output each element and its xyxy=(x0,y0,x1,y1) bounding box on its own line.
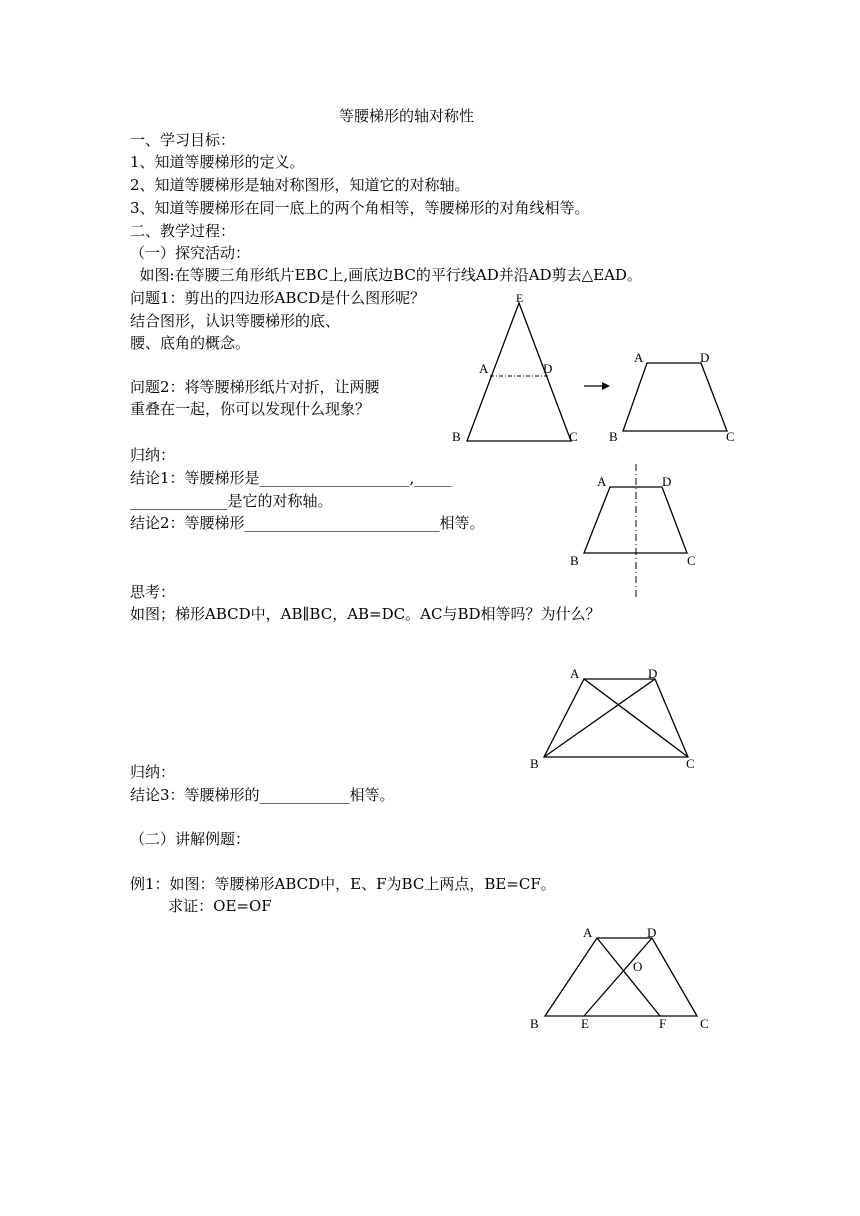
figure-triangle-cut xyxy=(440,290,750,450)
section-heading-goals: 一、学习目标： xyxy=(130,131,236,149)
label-a: A xyxy=(597,474,607,489)
goal-1: 1、知道等腰梯形的定义。 xyxy=(130,153,305,171)
label-d: D xyxy=(662,474,672,489)
trapezoid-abcd xyxy=(544,679,688,757)
label-o: O xyxy=(633,959,643,974)
conclusion-3: 结论3：等腰梯形的____________相等。 xyxy=(130,786,395,804)
label-a: A xyxy=(634,350,644,365)
figure-trapezoid-axis xyxy=(560,460,710,605)
trapezoid-abcd xyxy=(545,938,697,1016)
question-1: 问题1：剪出的四边形ABCD是什么图形呢？ xyxy=(130,289,426,307)
segment-af xyxy=(597,938,660,1016)
label-b: B xyxy=(609,429,618,444)
label-b: B xyxy=(452,429,461,444)
question-2-b: 重叠在一起，你可以发现什么现象？ xyxy=(130,400,371,418)
label-c: C xyxy=(569,429,578,444)
label-c: C xyxy=(686,756,695,771)
label-c: C xyxy=(700,1016,709,1031)
label-c: C xyxy=(687,553,696,568)
label-f: F xyxy=(659,1016,667,1031)
label-a: A xyxy=(479,361,489,376)
goal-3: 3、知道等腰梯形在同一底上的两个角相等，等腰梯形的对角线相等。 xyxy=(130,199,590,217)
explore-intro: 如图:在等腰三角形纸片EBC上,画底边BC的平行线AD并沿AD剪去△EAD。 xyxy=(130,266,642,284)
label-b: B xyxy=(530,756,539,771)
label-e: E xyxy=(516,291,524,305)
section-heading-process: 二、教学过程： xyxy=(130,222,236,240)
label-a: A xyxy=(570,666,580,681)
label-d: D xyxy=(647,925,657,940)
label-a: A xyxy=(583,925,593,940)
think-label: 思考： xyxy=(130,583,176,601)
summary-label-2: 归纳： xyxy=(130,763,176,781)
segment-de xyxy=(584,938,652,1016)
label-d: D xyxy=(648,666,658,681)
question-2-a: 问题2：将等腰梯形纸片对折，让两腰 xyxy=(130,378,380,396)
page-title: 等腰梯形的轴对称性 xyxy=(339,107,475,125)
conclusion-2: 结论2：等腰梯形__________________________相等。 xyxy=(130,514,485,532)
summary-label-1: 归纳： xyxy=(130,446,176,464)
question-1-note-a: 结合图形，认识等腰梯形的底、 xyxy=(130,312,341,330)
label-e: E xyxy=(581,1016,589,1031)
arrow-icon xyxy=(584,382,610,390)
subsection-explore: （一）探究活动： xyxy=(130,244,251,262)
goal-2: 2、知道等腰梯形是轴对称图形，知道它的对称轴。 xyxy=(130,176,470,194)
figure-example-1 xyxy=(525,920,720,1035)
question-1-note-b: 腰、底角的概念。 xyxy=(130,334,251,352)
conclusion-1-a: 结论1：等腰梯形是____________________,_____ xyxy=(130,469,452,487)
conclusion-1-b: _____________是它的对称轴。 xyxy=(130,492,333,510)
trapezoid-cut-result xyxy=(623,363,727,431)
example-1-prove: 求证：OE=OF xyxy=(130,897,272,915)
label-d: D xyxy=(700,350,710,365)
example-1: 例1：如图：等腰梯形ABCD中，E、F为BC上两点，BE=CF。 xyxy=(130,875,556,893)
label-c: C xyxy=(726,429,735,444)
label-b: B xyxy=(570,553,579,568)
think-question: 如图；梯形ABCD中，AB∥BC，AB=DC。AC与BD相等吗？为什么？ xyxy=(130,605,601,623)
figure-trapezoid-diagonals xyxy=(525,660,705,775)
subsection-examples: （二）讲解例题： xyxy=(130,830,251,848)
label-d: D xyxy=(543,361,553,376)
label-b: B xyxy=(530,1016,539,1031)
